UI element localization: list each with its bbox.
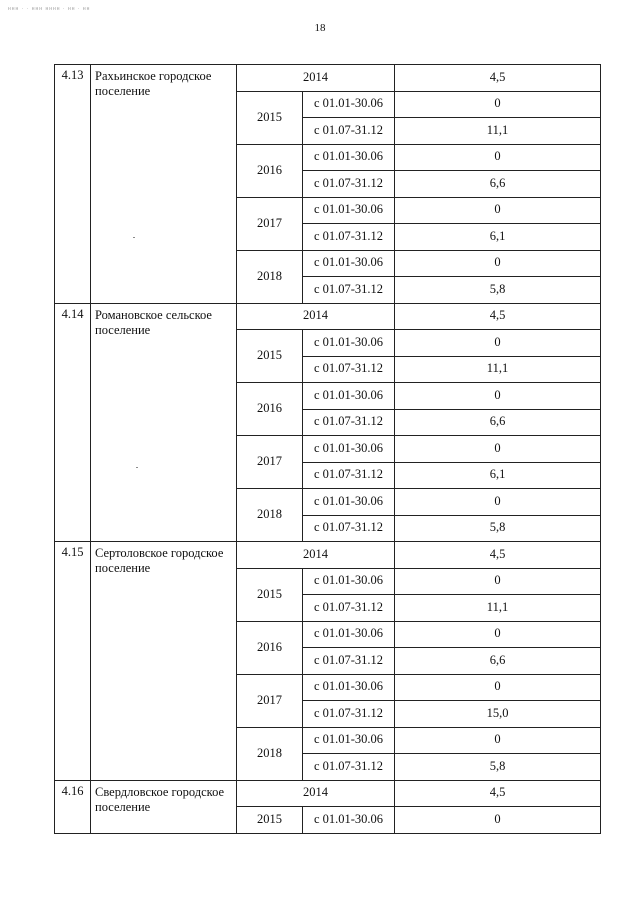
value-cell: 5,8 — [395, 277, 601, 304]
period-cell: с 01.07-31.12 — [303, 701, 395, 728]
entry-number: 4.13 — [55, 65, 91, 304]
period-cell: с 01.01-30.06 — [303, 197, 395, 224]
period-cell: с 01.07-31.12 — [303, 409, 395, 436]
period-cell: с 01.01-30.06 — [303, 568, 395, 595]
period-cell: с 01.01-30.06 — [303, 489, 395, 516]
value-cell: 0 — [395, 807, 601, 834]
year-cell: 2014 — [237, 65, 395, 92]
settlement-name: Свердловское городское поселение — [91, 780, 237, 833]
year-cell: 2015 — [237, 807, 303, 834]
period-cell: с 01.07-31.12 — [303, 648, 395, 675]
table-row — [55, 303, 601, 330]
value-cell: 0 — [395, 727, 601, 754]
period-cell: с 01.07-31.12 — [303, 754, 395, 781]
year-cell: 2016 — [237, 144, 303, 197]
value-cell: 6,1 — [395, 224, 601, 251]
period-cell: с 01.01-30.06 — [303, 91, 395, 118]
scan-speck — [136, 467, 138, 468]
period-cell: с 01.07-31.12 — [303, 515, 395, 542]
entry-number: 4.16 — [55, 780, 91, 833]
rates-table-body — [55, 65, 601, 834]
value-cell: 11,1 — [395, 118, 601, 145]
period-cell: с 01.01-30.06 — [303, 674, 395, 701]
value-cell: 5,8 — [395, 515, 601, 542]
value-cell: 0 — [395, 144, 601, 171]
year-cell: 2015 — [237, 91, 303, 144]
value-cell: 4,5 — [395, 780, 601, 807]
value-cell: 11,1 — [395, 356, 601, 383]
scan-speck — [133, 237, 135, 238]
table-row — [55, 65, 601, 92]
value-cell: 11,1 — [395, 595, 601, 622]
value-cell: 0 — [395, 621, 601, 648]
value-cell: 4,5 — [395, 542, 601, 569]
value-cell: 4,5 — [395, 303, 601, 330]
period-cell: с 01.07-31.12 — [303, 171, 395, 198]
settlement-name: Рахьинское городское поселение — [91, 65, 237, 304]
value-cell: 0 — [395, 250, 601, 277]
period-cell: с 01.07-31.12 — [303, 118, 395, 145]
period-cell: с 01.07-31.12 — [303, 356, 395, 383]
table-row — [55, 542, 601, 569]
value-cell: 6,6 — [395, 409, 601, 436]
year-cell: 2018 — [237, 727, 303, 780]
period-cell: с 01.07-31.12 — [303, 595, 395, 622]
entry-number: 4.14 — [55, 303, 91, 542]
value-cell: 0 — [395, 91, 601, 118]
value-cell: 0 — [395, 197, 601, 224]
table-row — [55, 780, 601, 807]
value-cell: 0 — [395, 436, 601, 463]
value-cell: 0 — [395, 383, 601, 410]
year-cell: 2015 — [237, 568, 303, 621]
year-cell: 2015 — [237, 330, 303, 383]
year-cell: 2014 — [237, 303, 395, 330]
settlement-name: Сертоловское городское поселение — [91, 542, 237, 781]
value-cell: 4,5 — [395, 65, 601, 92]
period-cell: с 01.07-31.12 — [303, 277, 395, 304]
year-cell: 2014 — [237, 542, 395, 569]
period-cell: с 01.01-30.06 — [303, 621, 395, 648]
year-cell: 2017 — [237, 197, 303, 250]
value-cell: 0 — [395, 568, 601, 595]
entry-number: 4.15 — [55, 542, 91, 781]
scan-header-mark: ннн · · ннн нннн · нн · нн — [8, 6, 91, 12]
year-cell: 2018 — [237, 250, 303, 303]
value-cell: 6,6 — [395, 171, 601, 198]
value-cell: 6,6 — [395, 648, 601, 675]
settlement-name: Романовское сельское поселение — [91, 303, 237, 542]
year-cell: 2014 — [237, 780, 395, 807]
period-cell: с 01.01-30.06 — [303, 383, 395, 410]
value-cell: 0 — [395, 674, 601, 701]
year-cell: 2016 — [237, 621, 303, 674]
period-cell: с 01.01-30.06 — [303, 250, 395, 277]
value-cell: 5,8 — [395, 754, 601, 781]
period-cell: с 01.01-30.06 — [303, 144, 395, 171]
value-cell: 6,1 — [395, 462, 601, 489]
period-cell: с 01.07-31.12 — [303, 224, 395, 251]
year-cell: 2017 — [237, 674, 303, 727]
period-cell: с 01.01-30.06 — [303, 807, 395, 834]
value-cell: 0 — [395, 330, 601, 357]
period-cell: с 01.01-30.06 — [303, 727, 395, 754]
period-cell: с 01.07-31.12 — [303, 462, 395, 489]
page-number: 18 — [314, 22, 326, 34]
period-cell: с 01.01-30.06 — [303, 436, 395, 463]
value-cell: 15,0 — [395, 701, 601, 728]
year-cell: 2017 — [237, 436, 303, 489]
year-cell: 2016 — [237, 383, 303, 436]
year-cell: 2018 — [237, 489, 303, 542]
value-cell: 0 — [395, 489, 601, 516]
period-cell: с 01.01-30.06 — [303, 330, 395, 357]
rates-table — [54, 64, 601, 834]
